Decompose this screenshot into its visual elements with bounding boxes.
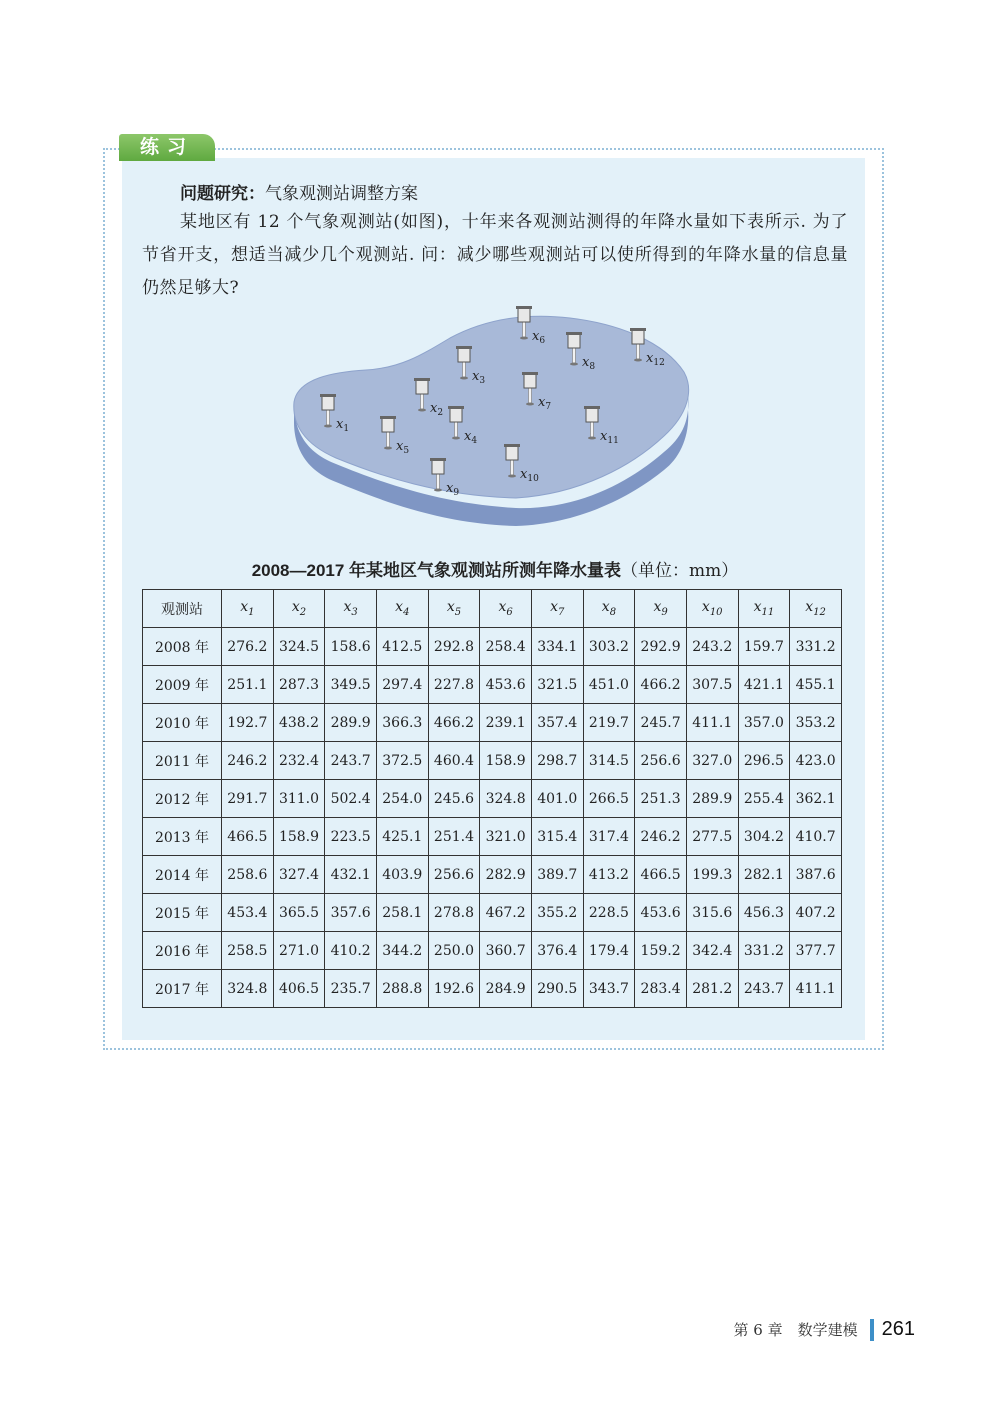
table-cell: 246.2 <box>222 742 274 780</box>
table-cell: 292.9 <box>635 628 687 666</box>
table-cell: 324.8 <box>480 780 532 818</box>
station-label: $x_{11}$ <box>600 429 619 446</box>
table-cell: 355.2 <box>531 894 583 932</box>
table-cell: 243.2 <box>686 628 738 666</box>
caption-unit: （单位：mm） <box>621 561 739 581</box>
table-cell: 467.2 <box>480 894 532 932</box>
table-cell: 372.5 <box>376 742 428 780</box>
header-x3: $x_3$ <box>325 590 377 628</box>
table-cell: 255.4 <box>738 780 790 818</box>
row-year: 2010 年 <box>143 704 222 742</box>
row-year: 2011 年 <box>143 742 222 780</box>
table-cell: 327.0 <box>686 742 738 780</box>
table-cell: 317.4 <box>583 818 635 856</box>
table-row <box>143 970 842 1008</box>
table-cell: 298.7 <box>531 742 583 780</box>
row-year: 2016 年 <box>143 932 222 970</box>
table-cell: 158.6 <box>325 628 377 666</box>
table-cell: 366.3 <box>376 704 428 742</box>
table-cell: 466.5 <box>222 818 274 856</box>
table-cell: 357.0 <box>738 704 790 742</box>
table-cell: 406.5 <box>273 970 325 1008</box>
header-x9: $x_9$ <box>635 590 687 628</box>
chapter-label: 第 6 章 数学建模 <box>733 1321 858 1339</box>
table-row <box>143 818 842 856</box>
table-cell: 331.2 <box>738 932 790 970</box>
table-cell: 277.5 <box>686 818 738 856</box>
table-header-row <box>143 590 842 628</box>
table-cell: 357.4 <box>531 704 583 742</box>
table-cell: 365.5 <box>273 894 325 932</box>
table-cell: 376.4 <box>531 932 583 970</box>
table-cell: 389.7 <box>531 856 583 894</box>
table-cell: 243.7 <box>738 970 790 1008</box>
station-label: $x_1$ <box>336 417 350 434</box>
table-cell: 314.5 <box>583 742 635 780</box>
table-cell: 235.7 <box>325 970 377 1008</box>
table-cell: 290.5 <box>531 970 583 1008</box>
table-cell: 466.2 <box>635 666 687 704</box>
table-cell: 296.5 <box>738 742 790 780</box>
caption-title: 2008—2017 年某地区气象观测站所测年降水量表 <box>251 561 622 580</box>
header-x2: $x_2$ <box>273 590 325 628</box>
table-cell: 303.2 <box>583 628 635 666</box>
table-cell: 466.2 <box>428 704 480 742</box>
table-cell: 307.5 <box>686 666 738 704</box>
table-cell: 271.0 <box>273 932 325 970</box>
row-year: 2015 年 <box>143 894 222 932</box>
table-cell: 245.7 <box>635 704 687 742</box>
table-cell: 228.5 <box>583 894 635 932</box>
table-cell: 276.2 <box>222 628 274 666</box>
header-x11: $x_{11}$ <box>738 590 790 628</box>
table-cell: 410.7 <box>790 818 842 856</box>
table-cell: 254.0 <box>376 780 428 818</box>
table-cell: 423.0 <box>790 742 842 780</box>
table-cell: 258.6 <box>222 856 274 894</box>
table-cell: 281.2 <box>686 970 738 1008</box>
table-cell: 287.3 <box>273 666 325 704</box>
header-x7: $x_7$ <box>531 590 583 628</box>
problem-heading <box>180 179 418 204</box>
station-label: $x_2$ <box>430 401 444 418</box>
header-x12: $x_{12}$ <box>790 590 842 628</box>
table-cell: 451.0 <box>583 666 635 704</box>
table-cell: 250.0 <box>428 932 480 970</box>
problem-paragraph: 某地区有 12 个气象观测站(如图)，十年来各观测站测得的年降水量如下表所示. 为了节省开支，想适当减少几个观测站. 问：减少哪些观测站可以使所得到的年降水量的信息量仍然足够大? <box>142 212 848 298</box>
table-cell: 158.9 <box>273 818 325 856</box>
table-cell: 289.9 <box>325 704 377 742</box>
table-cell: 311.0 <box>273 780 325 818</box>
heading-label: 问题研究： <box>180 184 265 204</box>
table-cell: 256.6 <box>635 742 687 780</box>
table-cell: 324.8 <box>222 970 274 1008</box>
map-island <box>294 316 689 498</box>
table-row <box>143 628 842 666</box>
table-cell: 158.9 <box>480 742 532 780</box>
header-x5: $x_5$ <box>428 590 480 628</box>
table-cell: 251.1 <box>222 666 274 704</box>
table-cell: 321.0 <box>480 818 532 856</box>
table-cell: 401.0 <box>531 780 583 818</box>
table-cell: 297.4 <box>376 666 428 704</box>
table-cell: 331.2 <box>790 628 842 666</box>
table-cell: 453.6 <box>480 666 532 704</box>
table-cell: 282.1 <box>738 856 790 894</box>
table-cell: 315.6 <box>686 894 738 932</box>
table-cell: 246.2 <box>635 818 687 856</box>
table-cell: 289.9 <box>686 780 738 818</box>
table-cell: 243.7 <box>325 742 377 780</box>
table-cell: 251.3 <box>635 780 687 818</box>
table-cell: 291.7 <box>222 780 274 818</box>
table-cell: 455.1 <box>790 666 842 704</box>
table-cell: 353.2 <box>790 704 842 742</box>
row-year: 2012 年 <box>143 780 222 818</box>
station-label: $x_{10}$ <box>520 467 539 484</box>
table-cell: 360.7 <box>480 932 532 970</box>
table-cell: 349.5 <box>325 666 377 704</box>
station-label: $x_9$ <box>446 481 460 498</box>
station-label: $x_5$ <box>396 439 410 456</box>
table-cell: 453.6 <box>635 894 687 932</box>
table-cell: 362.1 <box>790 780 842 818</box>
table-cell: 292.8 <box>428 628 480 666</box>
header-x4: $x_4$ <box>376 590 428 628</box>
table-cell: 219.7 <box>583 704 635 742</box>
table-cell: 432.1 <box>325 856 377 894</box>
station-label: $x_6$ <box>532 329 546 346</box>
table-cell: 283.4 <box>635 970 687 1008</box>
table-cell: 466.5 <box>635 856 687 894</box>
table-cell: 327.4 <box>273 856 325 894</box>
table-cell: 256.6 <box>428 856 480 894</box>
table-cell: 266.5 <box>583 780 635 818</box>
table-cell: 284.9 <box>480 970 532 1008</box>
table-cell: 251.4 <box>428 818 480 856</box>
table-cell: 258.4 <box>480 628 532 666</box>
table-cell: 456.3 <box>738 894 790 932</box>
header-station: 观测站 <box>143 590 222 628</box>
table-cell: 387.6 <box>790 856 842 894</box>
table-cell: 159.7 <box>738 628 790 666</box>
row-year: 2013 年 <box>143 818 222 856</box>
table-cell: 410.2 <box>325 932 377 970</box>
table-cell: 321.5 <box>531 666 583 704</box>
table-cell: 278.8 <box>428 894 480 932</box>
table-cell: 357.6 <box>325 894 377 932</box>
table-cell: 425.1 <box>376 818 428 856</box>
row-year: 2008 年 <box>143 628 222 666</box>
header-x10: $x_{10}$ <box>686 590 738 628</box>
table-row <box>143 894 842 932</box>
table-cell: 344.2 <box>376 932 428 970</box>
station-label: $x_4$ <box>464 429 478 446</box>
station-label: $x_3$ <box>472 369 486 386</box>
table-cell: 438.2 <box>273 704 325 742</box>
table-cell: 199.3 <box>686 856 738 894</box>
table-cell: 342.4 <box>686 932 738 970</box>
station-map <box>280 298 700 530</box>
table-cell: 223.5 <box>325 818 377 856</box>
header-x6: $x_6$ <box>480 590 532 628</box>
table-row <box>143 704 842 742</box>
page-footer <box>734 1318 915 1341</box>
table-cell: 334.1 <box>531 628 583 666</box>
table-row <box>143 856 842 894</box>
table-cell: 192.7 <box>222 704 274 742</box>
table-cell: 403.9 <box>376 856 428 894</box>
table-caption <box>142 556 848 581</box>
table-cell: 407.2 <box>790 894 842 932</box>
row-year: 2017 年 <box>143 970 222 1008</box>
table-cell: 502.4 <box>325 780 377 818</box>
table-cell: 282.9 <box>480 856 532 894</box>
table-cell: 232.4 <box>273 742 325 780</box>
table-row <box>143 742 842 780</box>
row-year: 2014 年 <box>143 856 222 894</box>
footer-divider <box>870 1319 874 1341</box>
table-cell: 239.1 <box>480 704 532 742</box>
row-year: 2009 年 <box>143 666 222 704</box>
station-label: $x_7$ <box>538 395 552 412</box>
table-cell: 324.5 <box>273 628 325 666</box>
precipitation-table <box>142 589 842 1008</box>
header-x1: $x_1$ <box>222 590 274 628</box>
table-cell: 413.2 <box>583 856 635 894</box>
table-row <box>143 666 842 704</box>
table-cell: 421.1 <box>738 666 790 704</box>
exercise-tag: 练习 <box>119 134 215 161</box>
page-number: 261 <box>881 1318 915 1340</box>
table-cell: 377.7 <box>790 932 842 970</box>
table-cell: 411.1 <box>686 704 738 742</box>
station-label: $x_{12}$ <box>646 351 665 368</box>
table-cell: 227.8 <box>428 666 480 704</box>
table-row <box>143 780 842 818</box>
table-cell: 304.2 <box>738 818 790 856</box>
table-cell: 412.5 <box>376 628 428 666</box>
table-cell: 192.6 <box>428 970 480 1008</box>
station-label: $x_8$ <box>582 355 596 372</box>
header-x8: $x_8$ <box>583 590 635 628</box>
table-cell: 453.4 <box>222 894 274 932</box>
table-cell: 159.2 <box>635 932 687 970</box>
table-cell: 315.4 <box>531 818 583 856</box>
table-cell: 179.4 <box>583 932 635 970</box>
table-cell: 258.5 <box>222 932 274 970</box>
table-cell: 245.6 <box>428 780 480 818</box>
table-cell: 460.4 <box>428 742 480 780</box>
table-cell: 288.8 <box>376 970 428 1008</box>
table-row <box>143 932 842 970</box>
table-cell: 411.1 <box>790 970 842 1008</box>
table-cell: 258.1 <box>376 894 428 932</box>
table-cell: 343.7 <box>583 970 635 1008</box>
heading-title: 气象观测站调整方案 <box>265 184 418 204</box>
